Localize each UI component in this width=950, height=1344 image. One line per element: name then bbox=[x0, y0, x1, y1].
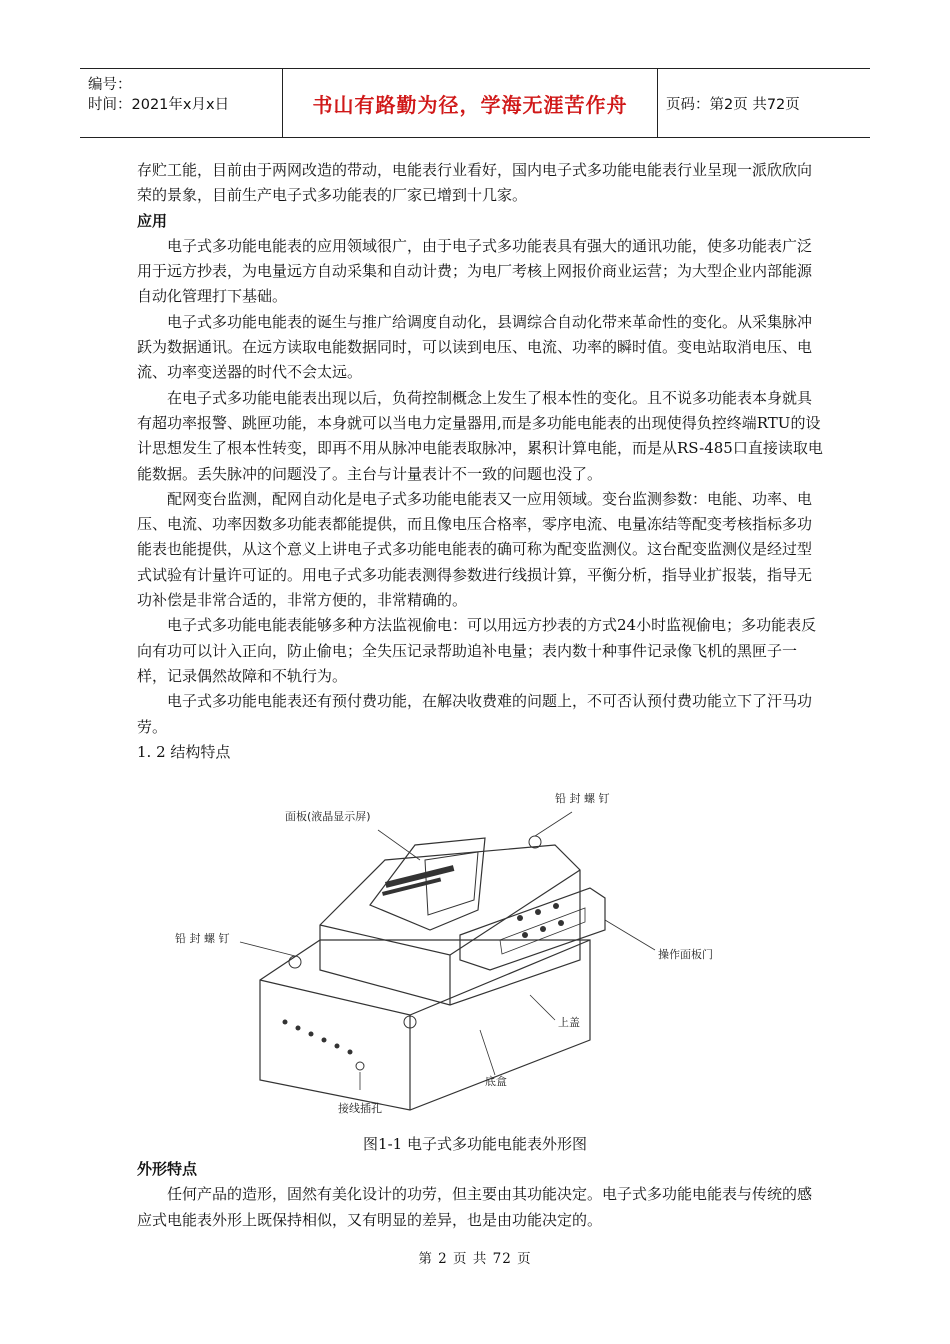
paragraph: 配网变台监测，配网自动化是电子式多功能电能表又一应用领域。变台监测参数：电能、功率、电压、电流、功率因数多功能表都能提供，而且像电压合格率，零序电流、电量冻结等配变考核指标多功能表也能提供，从这个意义上讲电子式多功能电能表的确可称为配变监测仪。这台配变监测仪是经过型式试验有计量许可证的。用电子式多功能表测得参数进行线损计算，平衡分析，指导业扩报装，指导无功补偿是非常合适的，非常方便的，非常精确的。 bbox=[137, 489, 813, 610]
label-terminal-holes: 接线插孔 bbox=[338, 1102, 382, 1115]
page-header bbox=[80, 68, 870, 138]
header-page-info: 页码：第2页 共72页 bbox=[666, 96, 800, 113]
label-seal-screw-left: 铅 封 螺 钉 bbox=[175, 932, 230, 945]
label-top-cover: 上盖 bbox=[558, 1016, 580, 1029]
main-content bbox=[137, 158, 825, 765]
label-bottom-box: 底盒 bbox=[485, 1075, 507, 1088]
figure-caption: 图1-1 电子式多功能电能表外形图 bbox=[363, 1135, 587, 1153]
motto-text: 书山有路勤为径，学海无涯苦作舟 bbox=[312, 92, 628, 117]
page-footer: 第 2 页 共 72 页 bbox=[418, 1251, 532, 1267]
paragraph: 电子式多功能电能表还有预付费功能，在解决收费难的问题上，不可否认预付费功能立下了汗马功劳。 bbox=[137, 692, 813, 736]
label-operation-door: 操作面板门 bbox=[658, 948, 713, 961]
section-heading-structure: 1. 2 结构特点 bbox=[137, 742, 231, 761]
label-panel: 面板(液晶显示屏) bbox=[285, 810, 371, 823]
paragraph: 在电子式多功能电能表出现以后，负荷控制概念上发生了根本性的变化。且不说多功能表本身就具有超功率报警、跳匣功能，本身就可以当电力定量器用,而是多功能电能表的出现使得负控终端RTU的设计思想发生了根本性转变，即再不用从脉冲电能表取脉冲，累积计算电能，而是从RS-485口直接读取电能数据。丢失脉冲的问题没了。主台与计量表计不一致的问题也没了。 bbox=[137, 388, 823, 483]
section-heading-application: 应用 bbox=[137, 211, 168, 230]
date-label: 时间：2021年x月x日 bbox=[88, 97, 230, 113]
label-seal-screw-top: 铅 封 螺 钉 bbox=[555, 792, 610, 805]
header-meta bbox=[80, 69, 283, 137]
number-label: 编号： bbox=[88, 77, 132, 93]
paragraph: 电子式多功能电能表的应用领域很广，由于电子式多功能表具有强大的通讯功能，使多功能表广泛用于远方抄表，为电量远方自动采集和自动计费；为电厂考核上网报价商业运营；为大型企业内部能源自动化管理打下基础。 bbox=[137, 236, 813, 306]
paragraph: 存贮工能，目前由于两网改造的带动，电能表行业看好，国内电子式多功能电能表行业呈现一派欣欣向荣的景象，目前生产电子式多功能表的厂家已增到十几家。 bbox=[137, 161, 813, 205]
paragraph: 电子式多功能电能表能够多种方法监视偷电：可以用远方抄表的方式24小时监视偷电；多功能表反向有功可以计入正向，防止偷电；全失压记录帮助追补电量；表内数十种事件记录像飞机的黑匣子一样，记录偶然故障和不轨行为。 bbox=[137, 616, 817, 685]
section-heading-appearance: 外形特点 bbox=[137, 1160, 198, 1178]
header-motto bbox=[283, 69, 658, 137]
meter-figure bbox=[160, 790, 740, 1130]
paragraph: 任何产品的造形，固然有美化设计的功劳，但主要由其功能决定。电子式多功能电能表与传统的感应式电能表外形上既保持相似，又有明显的差异，也是由功能决定的。 bbox=[137, 1185, 813, 1229]
appearance-section bbox=[137, 1157, 825, 1233]
paragraph: 电子式多功能电能表的诞生与推广给调度自动化，县调综合自动化带来革命性的变化。从采集脉冲跃为数据通讯。在远方读取电能数据同时，可以读到电压、电流、功率的瞬时值。变电站取消电压、电流、功率变送器的时代不会太远。 bbox=[137, 312, 813, 382]
